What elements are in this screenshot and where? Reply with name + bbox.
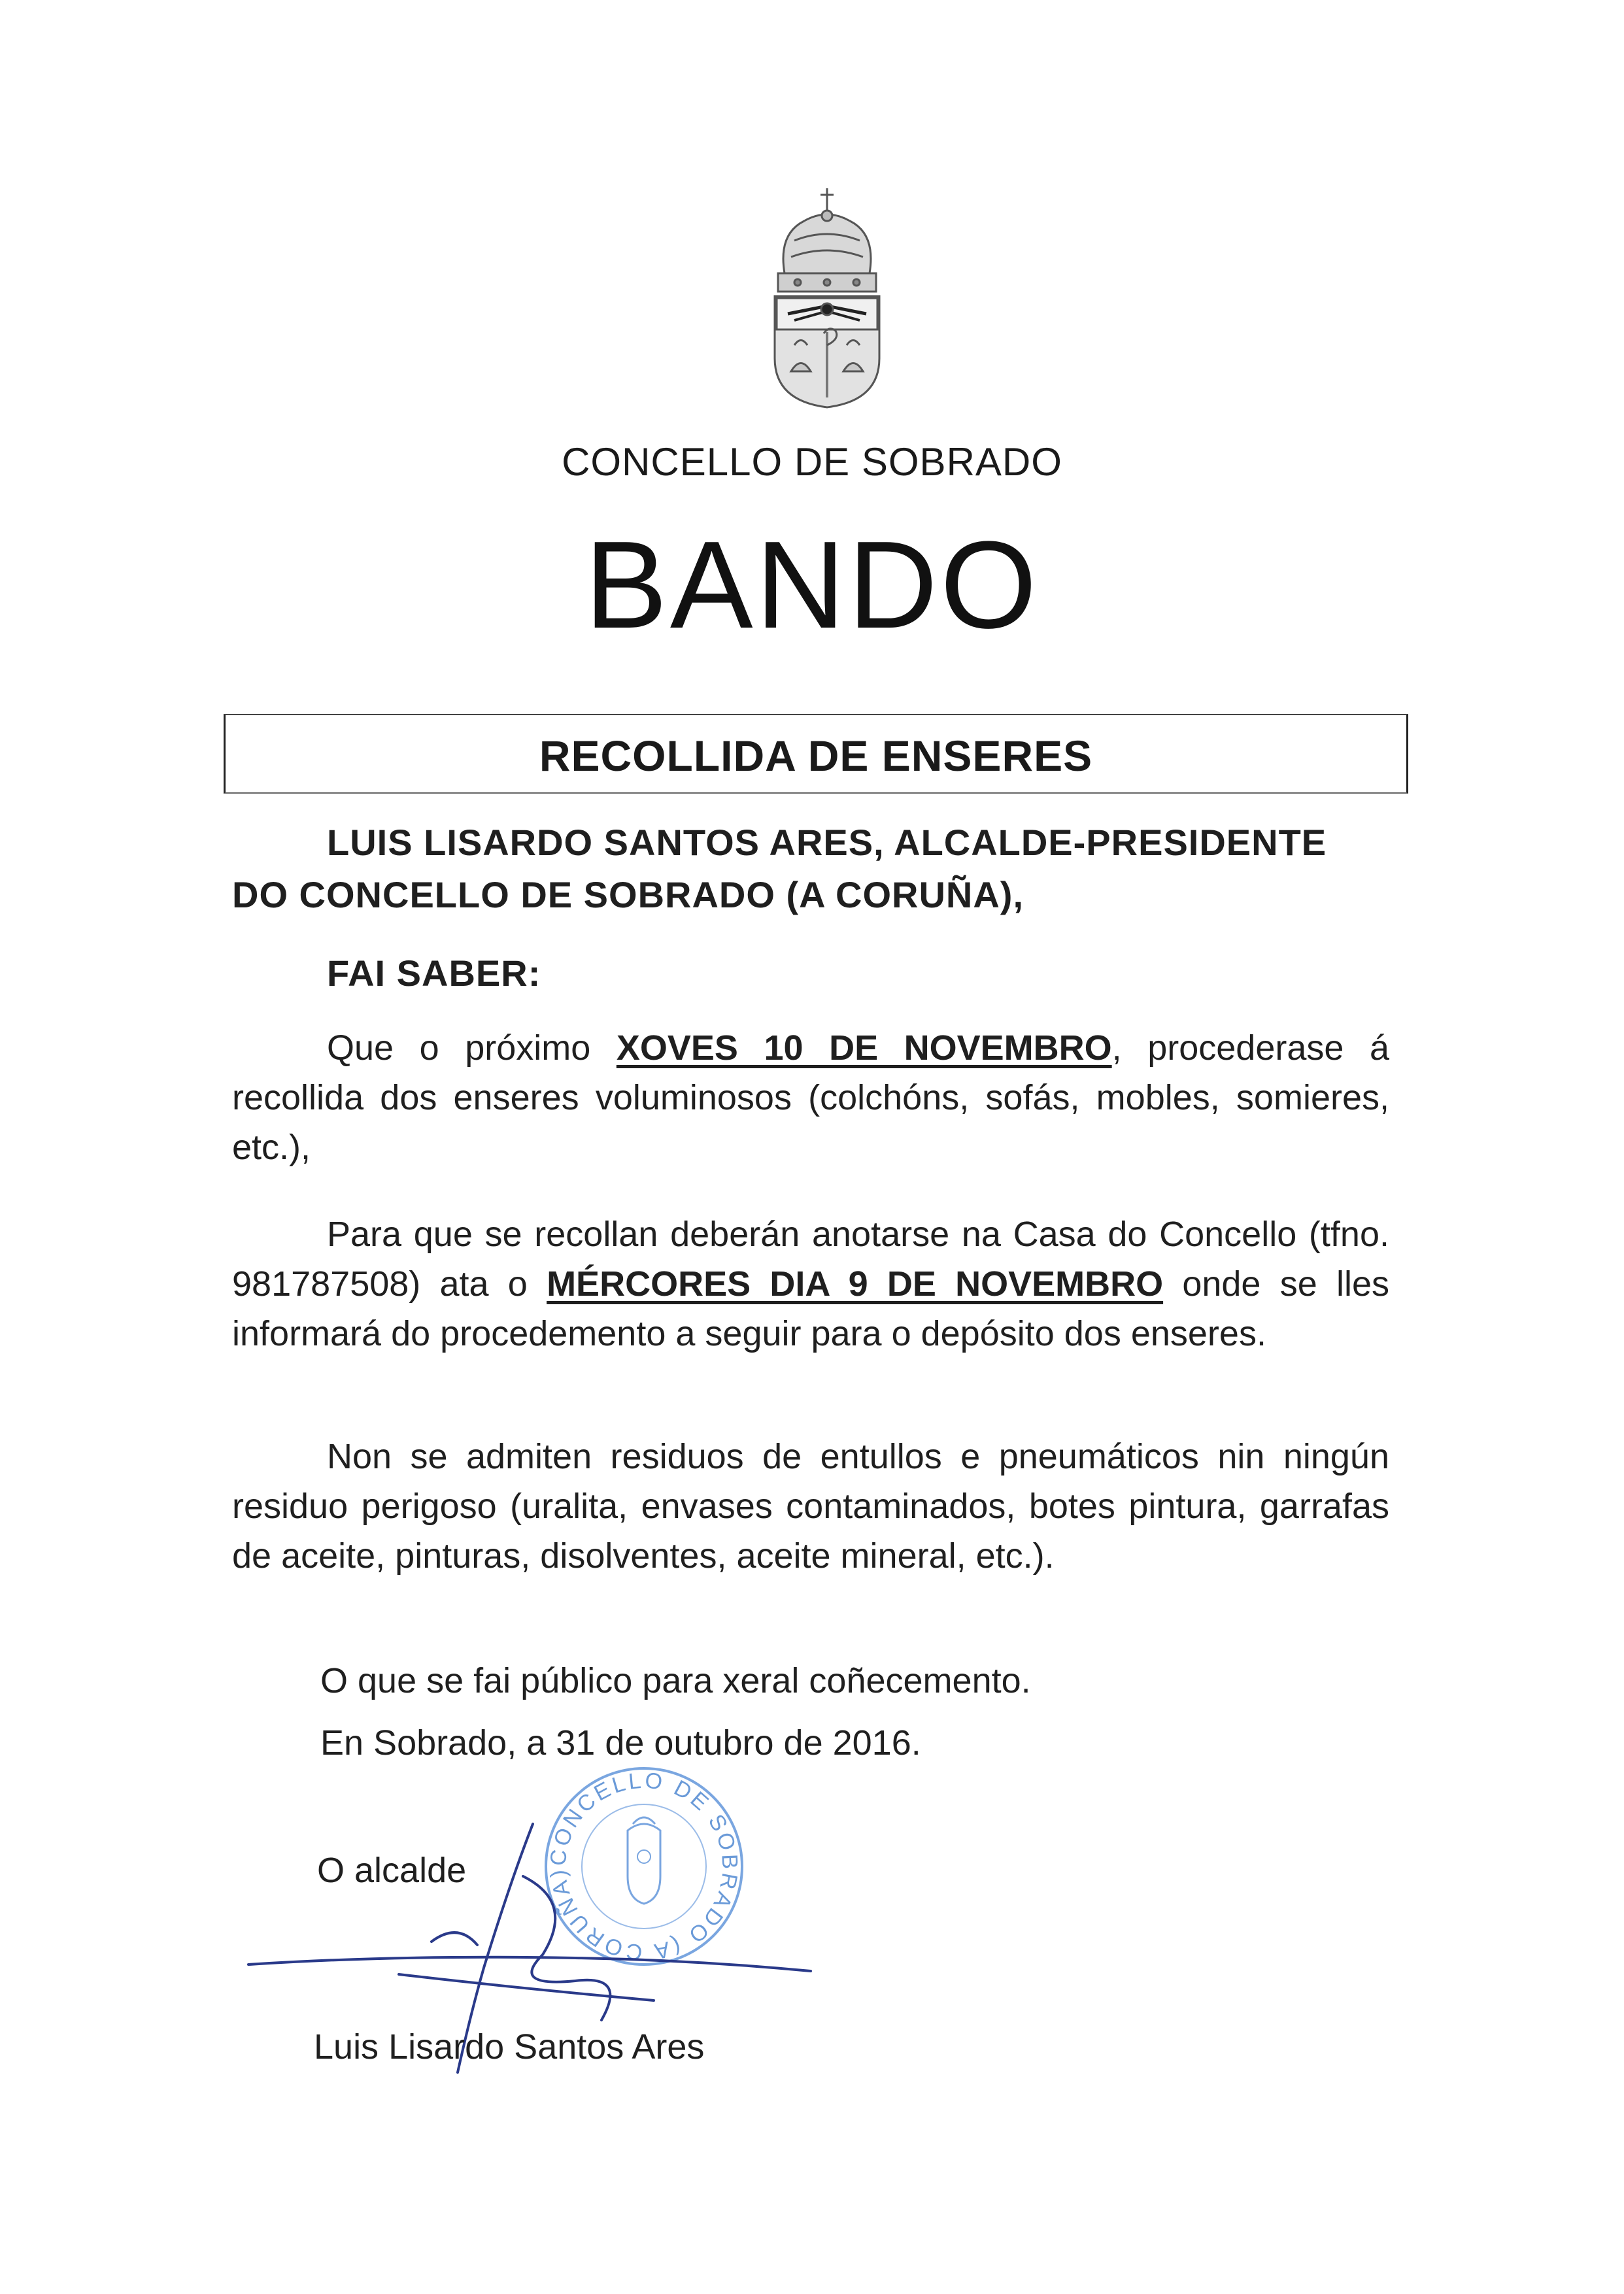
paragraph-registration (232, 1209, 1389, 1358)
p2-text-before: Para que se recollan deberán anotarse na Casa do Concello (tfno. 981787508) ata o (232, 1215, 1389, 1304)
p1-text-before: Que o próximo (327, 1028, 617, 1068)
organization-name: CONCELLO DE SOBRADO (562, 440, 1062, 484)
coat-of-arms-icon (758, 175, 896, 412)
signatory-name: Luis Lisardo Santos Ares (314, 2027, 705, 2066)
subject-box (224, 714, 1408, 794)
collection-date: XOVES 10 DE NOVEMBRO (616, 1028, 1112, 1068)
paragraph-collection-date (232, 1023, 1389, 1172)
closing-line: O que se fai público para xeral coñecemento. (320, 1661, 1031, 1700)
document-title: BANDO (584, 516, 1040, 654)
mayor-line-2: DO CONCELLO DE SOBRADO (A CORUÑA), (232, 874, 1024, 915)
p1-text-after: , procederase á recollida dos enseres voluminosos (colchóns, sofás, mobles, somieres, etc.), (232, 1028, 1389, 1167)
subject-heading: RECOLLIDA DE ENSERES (539, 732, 1093, 780)
paragraph-exclusions: Non se admiten residuos de entullos e pneumáticos nin ningún residuo perigoso (uralita, envases contaminados, botes pintura, garrafas de aceite, pinturas, disolventes, aceite mineral, etc.). (232, 1437, 1389, 1576)
registration-deadline: MÉRCORES DIA 9 DE NOVEMBRO (547, 1264, 1164, 1304)
date-place-line: En Sobrado, a 31 de outubro de 2016. (320, 1723, 921, 1763)
mayor-line-1: LUIS LISARDO SANTOS ARES, ALCALDE-PRESIDENTE (327, 822, 1327, 863)
p2-text-after: onde se lles informará do procedemento a seguir para o depósito dos enseres. (232, 1264, 1389, 1353)
stamp-text: CONCELLO DE SOBRADO (A CORUÑA) (545, 1768, 743, 1965)
signatory-role: O alcalde (317, 1851, 467, 1890)
fai-saber-heading: FAI SABER: (327, 953, 541, 994)
